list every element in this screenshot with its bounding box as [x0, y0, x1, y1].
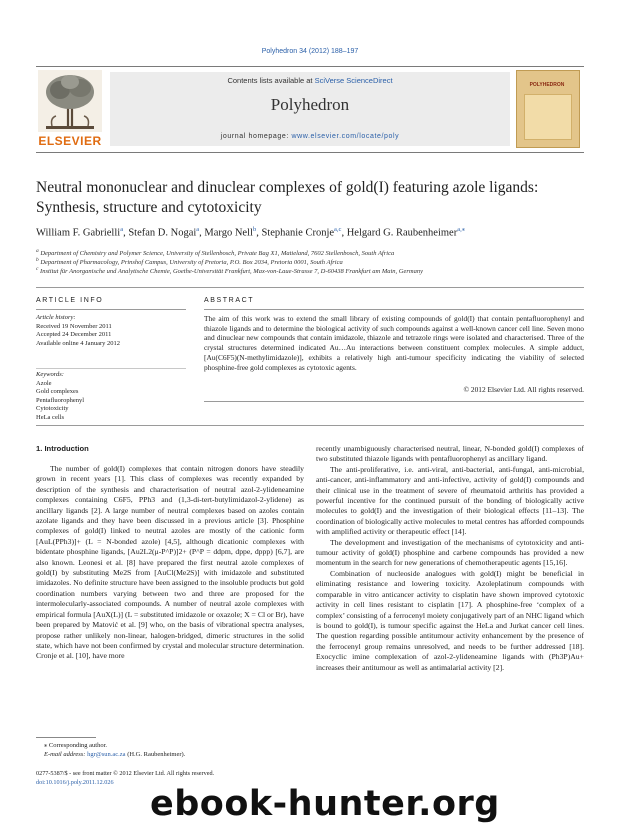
body-paragraph: The number of gold(I) complexes that contain nitrogen donors have steadily grown in recent years [1]. This class of complexes was recently expanded by description of the synthesis and characterisation of neutral azol-2-ylideneamine complexes containing C6F5, PPh3 and (1,3-di-tert-butylimidazol-2-ylidene) as ancillary ligands [2]. A large number of neutral complexes based on azoles contain azolate ligands and they have been discussed in a previous article [3]. Phosphine complexes of gold(I) linked to neutral azoles are mostly of the cationic form [AuL(PPh3)]+ (L = N-bonded azole) [4,5], although dicationic complexes with bidentate phosphine ligands, [Au2L2(μ-P^P)]2+ (P^P = ddpm, dppe, dppp) [6,7], are also known. Leonesi et al. [8] have prepared the first neutral azole complexes of gold(I) by substituting Me2S from [AuCl(Me2S)] with imidazole and substituted imidazoles. No definite structure have been assigned to the insoluble products but gold coordination numbers varying between two and three are proposed for the intermolecularly-associated compounds. A number of neutral azole complexes with empirical formula [AuX(L)] (L = substituted imidazole or oxazole; X = Cl or Br), have been prepared by Matović et al. [9] who, on the basis of vibrational spectra analyses, propose rather unlikely non-linear, halogen-bridged, dimeric structures in the solid state, which have not been confirmed by crystal and molecular structure determination. Cronje et al. [10], have more: [36, 464, 304, 661]
journal-homepage: [110, 133, 510, 140]
affiliation-text: Department of Pharmacology, Prinshof Campus, University of Pretoria, P.O. Box 2034, Pretoria 0001, South Africa: [40, 259, 343, 267]
section-heading: 1. Introduction: [36, 444, 89, 453]
author-name[interactable]: William F. Gabrielli: [36, 227, 121, 239]
divider: [204, 309, 584, 310]
sciencedirect-link[interactable]: SciVerse ScienceDirect: [314, 76, 393, 85]
affiliation-a: [36, 248, 596, 257]
author-list: [36, 225, 596, 239]
author-affiliation-marker: b: [252, 226, 257, 233]
copyright-notice: © 2012 Elsevier Ltd. All rights reserved.: [463, 385, 584, 394]
abstract-heading: ABSTRACT: [204, 297, 255, 304]
divider: [204, 401, 584, 402]
journal-reference[interactable]: Polyhedron 34 (2012) 188–197: [261, 48, 359, 55]
author-affiliation-marker: a: [120, 226, 124, 233]
affiliation-c: [36, 266, 596, 275]
corresponding-author-note: [36, 741, 304, 759]
author-name[interactable]: Stephanie Cronje: [261, 227, 335, 239]
author-name[interactable]: Helgard G. Raubenheimer: [346, 227, 458, 239]
corresponding-label: ⁎ Corresponding author.: [44, 742, 108, 749]
cover-artwork: [524, 94, 572, 140]
affiliation-marker: b: [36, 257, 39, 263]
keyword: Pentafluorophenyl: [36, 396, 85, 404]
article-info-heading: ARTICLE INFO: [36, 297, 104, 304]
keywords-block: [36, 371, 186, 423]
footnote-divider: [36, 737, 96, 738]
online-date: Available online 4 January 2012: [36, 340, 120, 348]
divider: [36, 368, 186, 369]
author-separator: ,: [341, 227, 347, 239]
divider: [36, 287, 584, 288]
author-separator: ,: [256, 227, 262, 239]
contents-availability: [110, 76, 510, 85]
article-title: Neutral mononuclear and dinuclear complexes of gold(I) featuring azole ligands: Synthesis, structure and cytotoxicity: [36, 179, 539, 216]
email-line: [36, 750, 304, 759]
body-paragraph: The anti-proliferative, i.e. anti-viral, anti-bacterial, anti-fungal, anti-microbial, anti-cancer, anti-inflammatory and anti-infective, activity of gold(I) compounds and their clinical use in the treatment of severe of rheumatoid arthritis has provided a powerful incentive for the continued pursuit of the bonding of biologically active molecules to gold(I) and the investigation of their biological effects [11–13]. The coordination of biologically active molecules to metal centres has afforded compounds with amplified activity or therapeutic effect [14].: [316, 464, 584, 537]
homepage-link[interactable]: www.elsevier.com/locate/poly: [291, 133, 400, 140]
homepage-prefix: journal homepage:: [220, 133, 292, 140]
body-paragraph: The development and investigation of the mechanisms of cytotoxicity and anti-tumour activity of gold(I) phosphine and carbene compounds has provided a new momentum in the search for new generations of chemotherapeutic agents [15,16].: [316, 537, 584, 568]
body-paragraph-continued: recently unambiguously characterised neutral, linear, N-bonded gold(I) complexes of two substituted thiazole ligands with pentafluorophenyl as ancillary ligand.: [316, 444, 584, 464]
affiliation-text: Department of Chemistry and Polymer Science, University of Stellenbosch, Private Bag X1, Matieland, 7602 Stellenbosch, South Africa: [40, 250, 395, 258]
elsevier-tree-logo-icon: [38, 70, 102, 144]
abstract-text: The aim of this work was to extend the small library of existing compounds of gold(I) that contain pentafluorophenyl and thiazole ligands and to determine the biological activity of such compounds against a well-known cancer cell line. Seven mono and dinuclear new compounds that contain imidazole, thiazole and tetrazole rings were isolated and characterised. Three of the crystal structures determined indicated Au…Au interactions between constituent complex molecules. A simple adduct, [Au(C6F5)(N-methylimidazole)], exhibits a relatively high anti-tumour specificity indicating the viability of selected phosphine-free gold complexes as cytotoxic agents.: [204, 314, 584, 372]
affiliation-marker: a: [36, 248, 39, 254]
watermark-text: ebook-hunter.org: [150, 784, 500, 824]
email-label: E-mail address:: [44, 751, 88, 758]
affiliation-text: Institut für Anorganische und Analytische Chemie, Goethe-Universität Frankfurt, Max-von-Laue-Strasse 7, D-60438 Frankfurt am Main, Germany: [40, 268, 423, 276]
body-right-column: [316, 444, 584, 673]
article-history: [36, 314, 186, 349]
divider: [36, 425, 584, 426]
keyword: Azole: [36, 379, 52, 387]
keyword: HeLa cells: [36, 413, 64, 421]
doi-link[interactable]: doi:10.1016/j.poly.2011.12.026: [36, 778, 114, 786]
email-link[interactable]: hgr@sun.ac.za: [87, 751, 126, 758]
affiliation-b: [36, 257, 596, 266]
email-suffix: (H.G. Raubenheimer).: [125, 751, 186, 758]
author-affiliation-marker: a: [196, 226, 200, 233]
keyword: Cytotoxicity: [36, 405, 69, 413]
author-separator: ,: [199, 227, 205, 239]
accepted-date: Accepted 24 December 2011: [36, 331, 112, 339]
received-date: Received 19 November 2011: [36, 322, 112, 330]
author-affiliation-marker: a,⁎: [457, 226, 465, 233]
keywords-label: Keywords:: [36, 371, 64, 378]
divider: [36, 309, 186, 310]
journal-name: Polyhedron: [270, 95, 350, 114]
author-name[interactable]: Margo Nell: [204, 227, 253, 239]
cover-title: POLYHEDRON: [529, 82, 565, 88]
author-separator: ,: [123, 227, 129, 239]
author-name[interactable]: Stefan D. Nogai: [128, 227, 197, 239]
author-affiliation-marker: a,c: [334, 226, 342, 233]
affiliation-marker: c: [36, 266, 39, 272]
keyword: Gold complexes: [36, 388, 79, 396]
contents-prefix: Contents lists available at: [227, 76, 315, 85]
body-left-column: [36, 464, 304, 662]
body-paragraph: Combination of nucleoside analogues with gold(I) might be beneficial in eliminating resistance and lowering toxicity. Azoleplatinum compounds with comparable in vitro anticancer activity to cisplatin have shown improved cytotoxic activity in cell lines resistant to cisplatin [17]. A phosphine-free ‘complex of a complex’ consisting of a ferrocenyl moiety conjugatively part of an NHC ligand which is bound to gold(I), is tumour specific against the HeLa and Jurkat cancer cell lines. The question regarding possible antitumour activity enhancement by the presence of the ferrocenyl group remains unresolved, and needs to be further addressed [18]. Exocyclic imine complexation of azol-2-ylideneamine ligands with (Ph3P)Au+ increases their antitumour as well as antimalarial activity [2].: [316, 568, 584, 672]
history-label: Article history:: [36, 314, 76, 321]
issn-line: 0277-5387/$ - see front matter © 2012 Elsevier Ltd. All rights reserved.: [36, 770, 215, 777]
publisher-logo-text: ELSEVIER: [38, 134, 102, 148]
